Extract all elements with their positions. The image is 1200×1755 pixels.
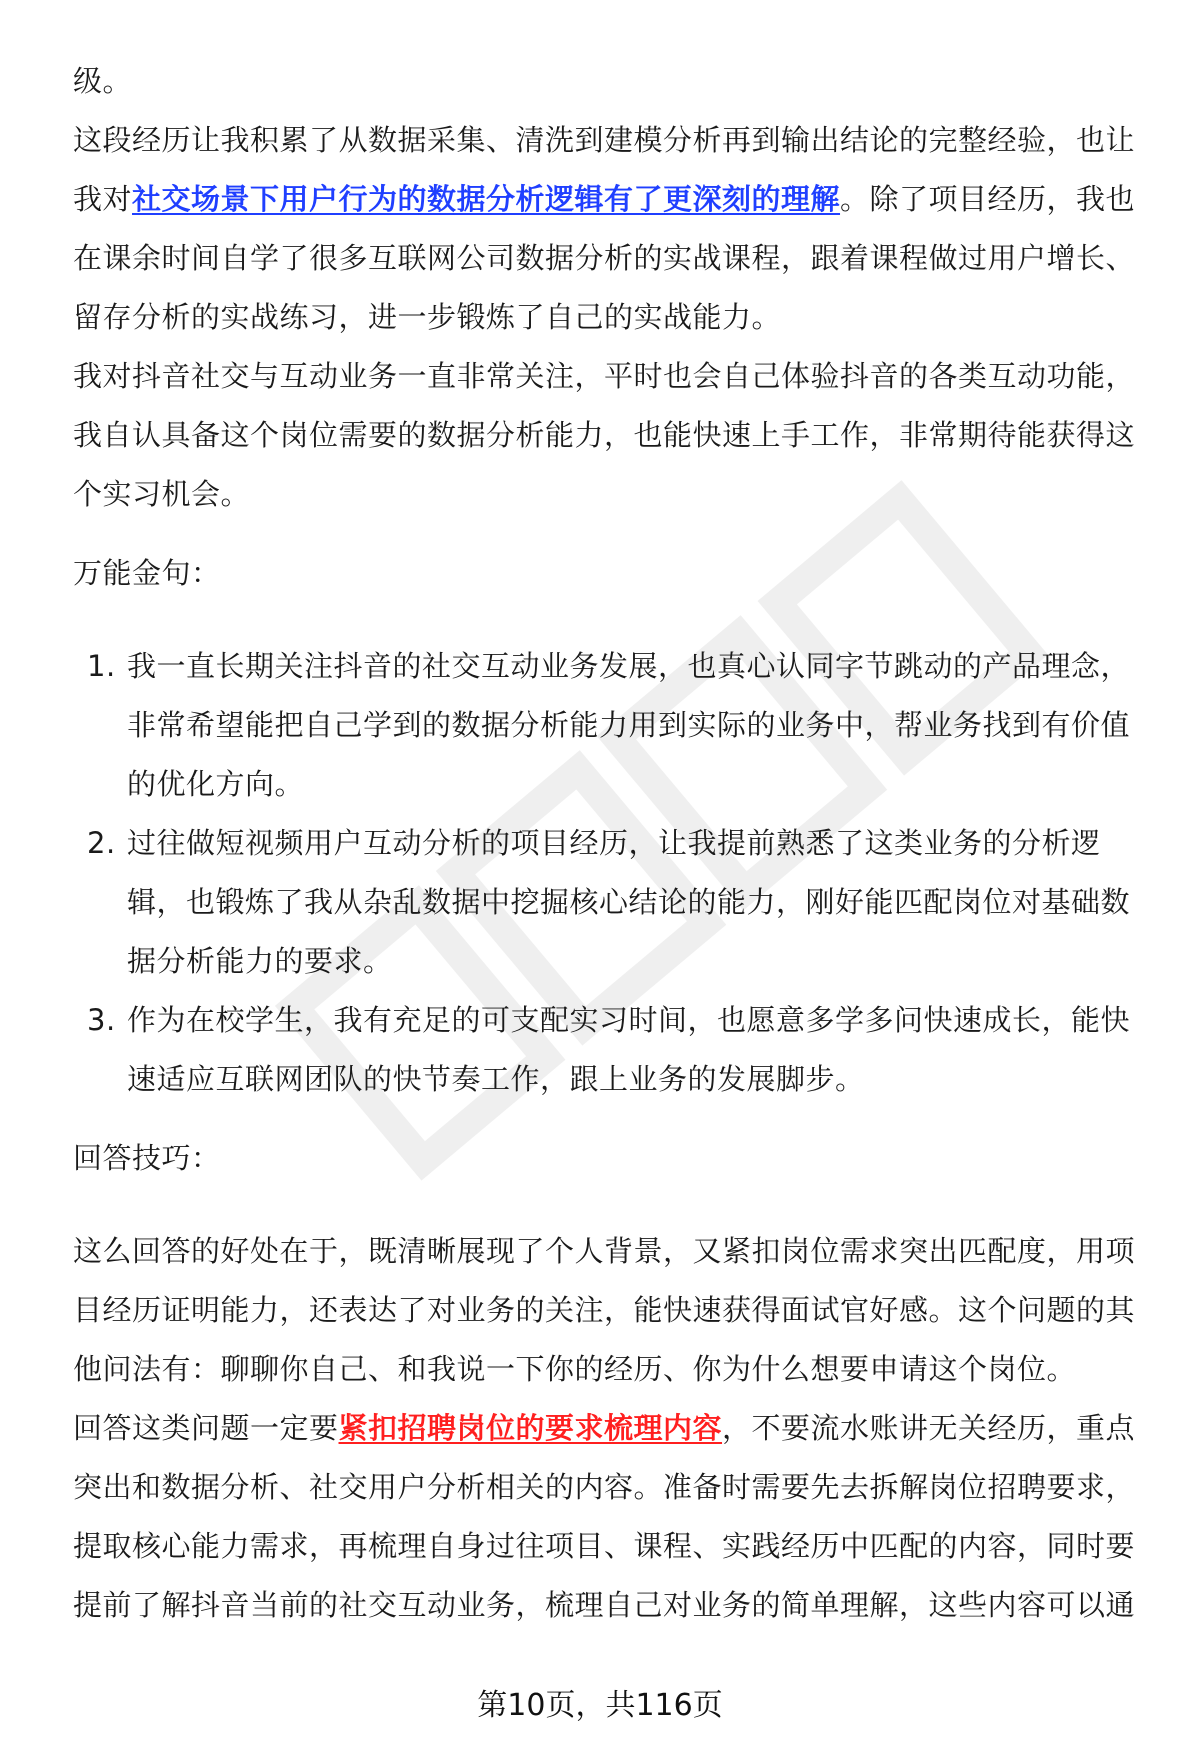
- list-item-text: 过往做短视频用户互动分析的项目经历，让我提前熟悉了这类业务的分析逻辑，也锻炼了我从杂乱数据中挖掘核心结论的能力，刚好能匹配岗位对基础数据分析能力的要求。: [127, 826, 1131, 978]
- paragraph-continuation: 级。: [73, 64, 133, 98]
- list-item: [73, 991, 1153, 1109]
- paragraph-motivation: 我对抖音社交与互动业务一直非常关注，平时也会自己体验抖音的各类互动功能，我自认具备这个岗位需要的数据分析能力，也能快速上手工作，非常期待能获得这个实习机会。: [73, 359, 1136, 511]
- paragraph-tips-benefit: 这么回答的好处在于，既清晰展现了个人背景，又紧扣岗位需求突出匹配度，用项目经历证明能力，还表达了对业务的关注，能快速获得面试官好感。这个问题的其他问法有：聊聊你自己、和我说一下你的经历、你为什么想要申请这个岗位。: [73, 1234, 1136, 1386]
- text-segment: ，不要流水账讲无关经历，重点突出和数据分析、社交用户分析相关的内容。准备时需要先去拆解岗位招聘要求，提取核心能力需求，再梳理自身过往项目、课程、实践经历中匹配的内容，同时要提前了解抖音当前的社交互动业务，梳理自己对业务的简单理解，这些内容可以通: [73, 1411, 1136, 1622]
- document-body: [73, 52, 1153, 1635]
- text-segment: 回答这类问题一定要: [73, 1411, 339, 1445]
- highlight-red: 紧扣招聘岗位的要求梳理内容: [338, 1411, 723, 1445]
- list-item: [73, 814, 1153, 991]
- paragraph-tips-method: [73, 1399, 1153, 1635]
- golden-sentence-list: [73, 637, 1153, 1109]
- heading-answer-tips: 回答技巧：: [73, 1141, 221, 1175]
- list-number: 2.: [87, 826, 116, 860]
- list-number: 1.: [87, 649, 116, 683]
- list-item-text: 我一直长期关注抖音的社交互动业务发展，也真心认同字节跳动的产品理念，非常希望能把自己学到的数据分析能力用到实际的业务中，帮业务找到有价值的优化方向。: [127, 649, 1131, 801]
- list-item-text: 作为在校学生，我有充足的可支配实习时间，也愿意多学多问快速成长，能快速适应互联网团队的快节奏工作，跟上业务的发展脚步。: [127, 1003, 1131, 1096]
- text-segment: 。除了项目经历，我也在课余时间自学了很多互联网公司数据分析的实战课程，跟着课程做过用户增长、留存分析的实战练习，进一步锻炼了自己的实战能力。: [73, 182, 1136, 334]
- paragraph-experience: [73, 111, 1153, 347]
- list-item: [73, 637, 1153, 814]
- highlight-blue: 社交场景下用户行为的数据分析逻辑有了更深刻的理解: [132, 182, 841, 216]
- heading-golden-sentences: 万能金句：: [73, 556, 221, 590]
- list-number: 3.: [87, 1003, 116, 1037]
- page-number-footer: 第10页，共116页: [477, 1688, 723, 1723]
- text-segment: 这段经历让我积累了从数据采集、清洗到建模分析再到输出结论的完整经验，也让我对: [73, 123, 1136, 216]
